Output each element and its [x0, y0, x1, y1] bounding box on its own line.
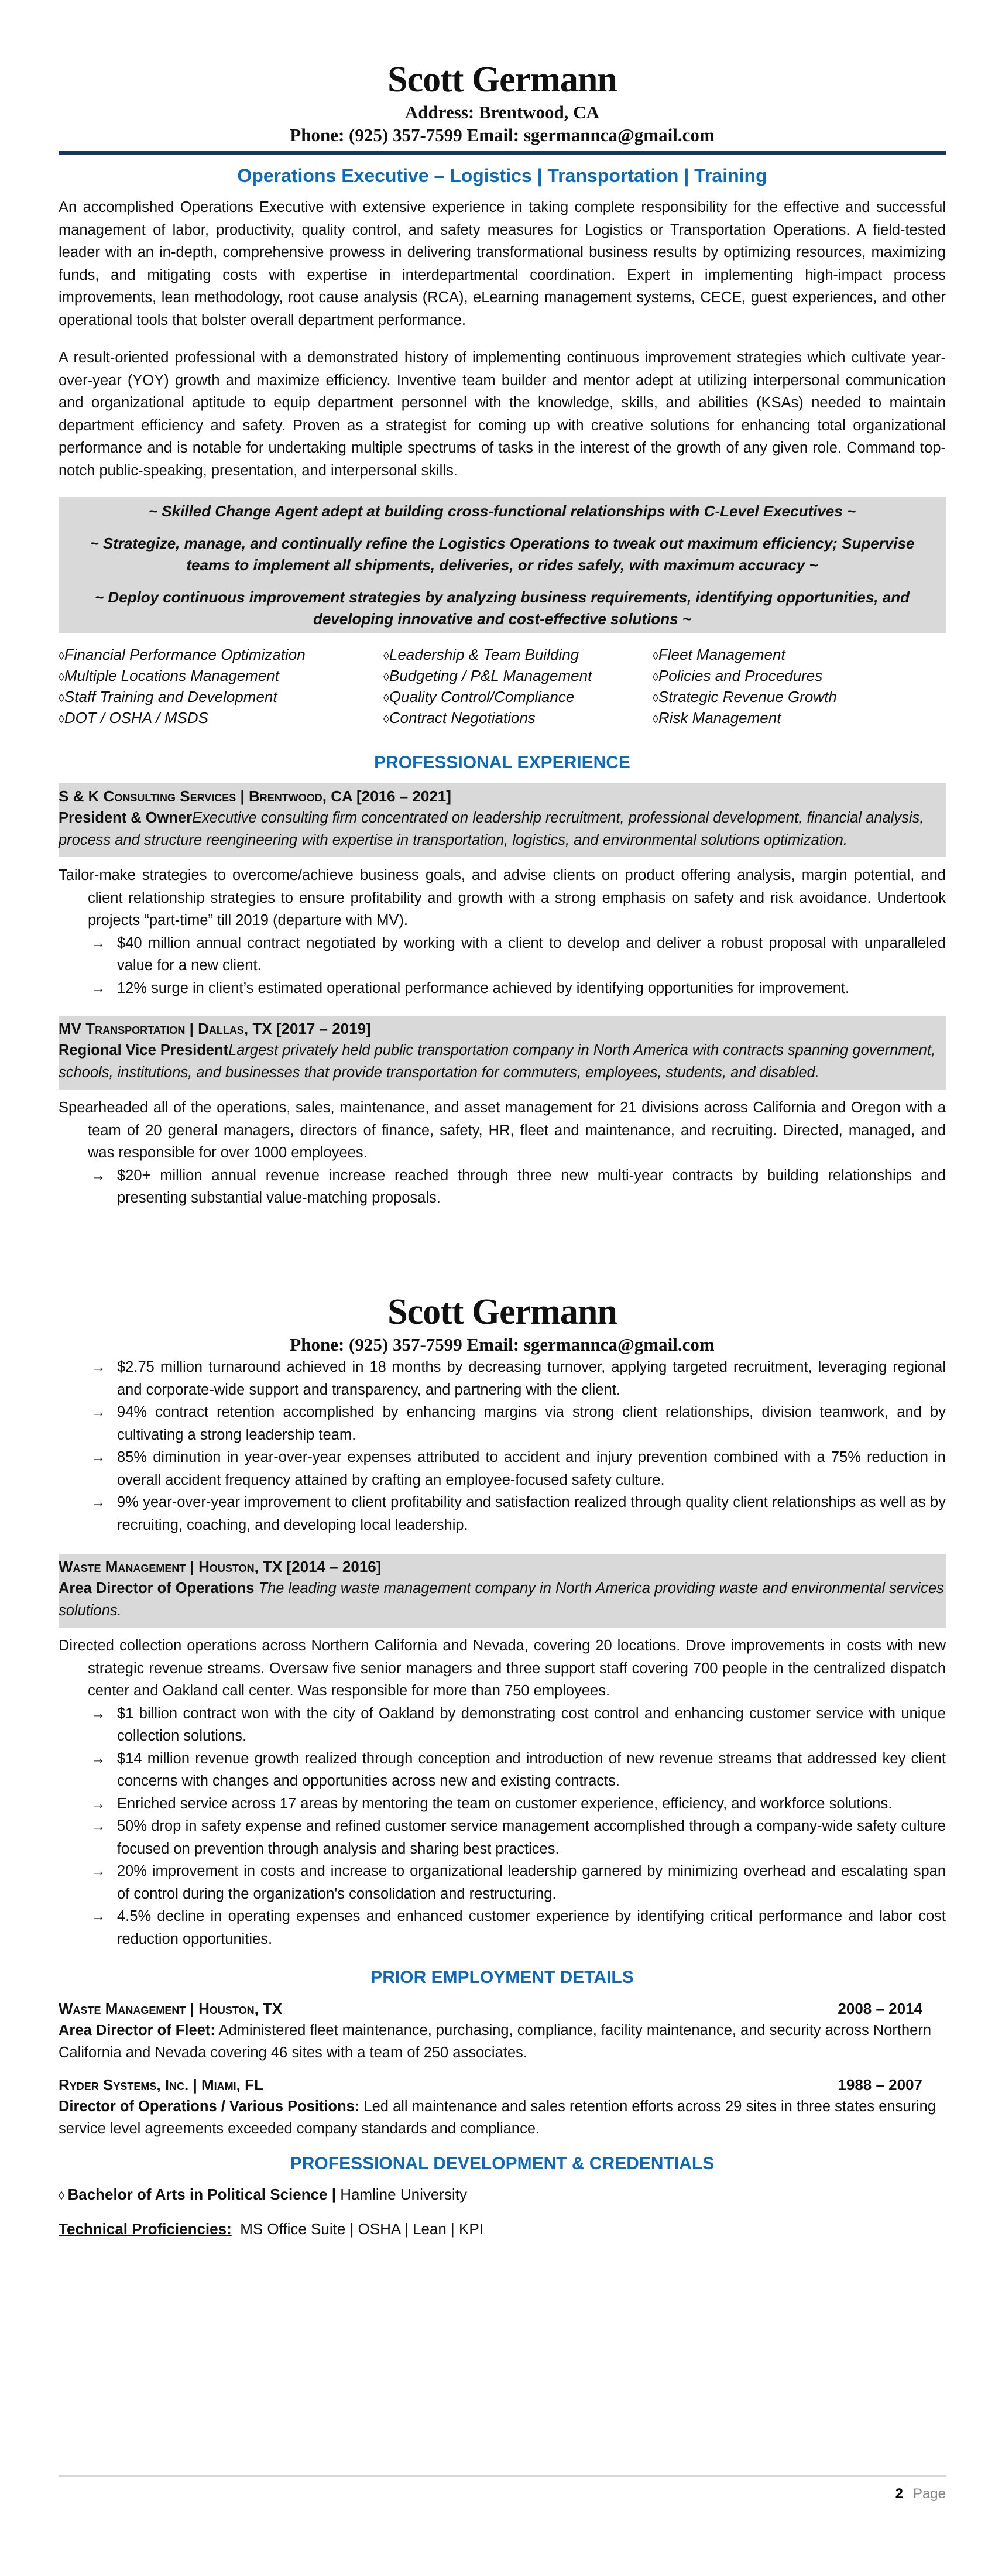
competency: ◊ Staff Training and Development	[59, 687, 383, 708]
diamond-bullet-icon: ◊	[59, 2190, 68, 2202]
headline: Operations Executive – Logistics | Transportation | Training	[237, 165, 767, 186]
company: Waste Management | Houston, TX [2014 – 2016]	[59, 1558, 382, 1575]
achievement-list	[59, 1356, 946, 1536]
company: Ryder Systems, Inc. | Miami, FL	[59, 2076, 263, 2094]
competencies-grid	[59, 645, 946, 729]
competency: ◊ DOT / OSHA / MSDS	[59, 708, 383, 729]
school: Hamline University	[336, 2186, 467, 2203]
prior-job-header	[59, 2074, 946, 2095]
job-title: Area Director of Operations	[59, 1580, 255, 1597]
achievement: → $40 million annual contract negotiated by working with a client to develop and deliver a robust proposal with unparalleled value for a new client.	[117, 932, 946, 977]
company: S & K Consulting Services | Brentwood, CA [2016 – 2021]	[59, 787, 451, 805]
highlight: ~ Deploy continuous improvement strategies by analyzing business requirements, identifying opportunities, and developing innovative and cost-effective solutions ~	[95, 588, 910, 628]
resume-page-1	[59, 59, 946, 1210]
achievement: → $20+ million annual revenue increase reached through three new multi-year contracts by building relationships and presenting substantial value-matching proposals.	[117, 1164, 946, 1210]
section-heading-prior: PRIOR EMPLOYMENT DETAILS	[370, 1968, 634, 1987]
company: MV Transportation | Dallas, TX [2017 – 2019]	[59, 1020, 371, 1037]
prior-job-description	[59, 2095, 946, 2140]
achievement: → $2.75 million turnaround achieved in 18 months by decreasing turnover, applying targeted recruitment, leveraging regional and corporate-wide support and transparency, and partnering with the client.	[117, 1356, 946, 1401]
summary-paragraph: A result-oriented professional with a demonstrated history of implementing continuous improvement strategies which cultivate year-over-year (YOY) growth and maximize efficiency. Inventive team builder and mentor adept at utilizing interpersonal communication and organizational aptitude to equip department personnel with the knowledge, skills, and abilities (KSAs) needed to maintain department efficiency and safety. Proven as a strategist for coming up with creative solutions for enhancing total organizational performance and is notable for undertaking multiple spectrums of tasks in the interest of the growth of any given role. Command top-notch public-speaking, presentation, and interpersonal skills.	[59, 350, 946, 479]
highlight: ~ Strategize, manage, and continually refine the Logistics Operations to tweak out maximum efficiency; Supervise teams to implement all shipments, deliveries, or rides safely, with maximum accuracy ~	[90, 535, 915, 574]
achievement: → 9% year-over-year improvement to client profitability and satisfaction realized through quality client relationships as well as by recruiting, coaching, and developing local leadership.	[117, 1491, 946, 1536]
achievement: → Enriched service across 17 areas by mentoring the team on customer experience, efficiency, and workforce solutions.	[117, 1793, 946, 1815]
job-header	[59, 783, 946, 857]
achievement-list	[59, 932, 946, 1000]
competency: ◊ Contract Negotiations	[383, 708, 653, 729]
prior-job-description	[59, 2019, 946, 2064]
job-header	[59, 1554, 946, 1628]
technical-proficiencies	[59, 2220, 946, 2238]
description: Led all maintenance and sales retention efforts across 29 sites in three states ensuring service level agreements exceeded company standards and compliance.	[59, 2098, 936, 2137]
degree: Bachelor of Arts in Political Science |	[67, 2186, 337, 2203]
achievement: → 94% contract retention accomplished by enhancing margins via strong client relationships, division teamwork, and by cultivating a strong leadership team.	[117, 1401, 946, 1446]
education	[59, 2186, 946, 2204]
resume-page-2	[59, 1291, 946, 2238]
competency: ◊ Leadership & Team Building	[383, 645, 653, 666]
page-label: Page	[912, 2486, 946, 2502]
page-number: 2	[895, 2486, 903, 2502]
achievement: → 12% surge in client’s estimated operational performance achieved by identifying opportunities for improvement.	[117, 977, 946, 1000]
job-title: President & Owner	[59, 810, 193, 826]
achievement: → $1 billion contract won with the city of Oakland by demonstrating cost control and enhancing customer service with unique collection solutions.	[117, 1703, 946, 1748]
company-description: Largest privately held public transportation company in North America with contracts spanning government, schools, institutions, and businesses that provide transportation for commuters, employees, students, and disabled.	[59, 1042, 936, 1081]
achievement: → 85% diminution in year-over-year expenses attributed to accident and injury prevention combined with a 75% reduction in overall accident frequency attained by crafting an employee-focused safety culture.	[117, 1446, 946, 1491]
section-heading-credentials: PROFESSIONAL DEVELOPMENT & CREDENTIALS	[290, 2154, 715, 2173]
job-title: Area Director of Fleet:	[59, 2022, 215, 2039]
job-title: Regional Vice President	[59, 1042, 229, 1059]
competency: ◊ Policies and Procedures	[653, 666, 946, 687]
contact-info: Phone: (925) 357-7599 Email: sgermannca@gmail.com	[290, 1334, 715, 1355]
competency: ◊ Risk Management	[653, 708, 946, 729]
competency: ◊ Quality Control/Compliance	[383, 687, 653, 708]
summary-paragraph: An accomplished Operations Executive with extensive experience in taking complete responsibility for the effective and successful management of labor, productivity, quality control, and safety measures for Logistics or Transportation Operations. A field-tested leader with an in-depth, comprehensive prowess in delivering transformational business results by optimizing resources, maximizing funds, and mitigating costs with expertise in interdepartmental coordination. Expert in implementing high-impact process improvements, lean methodology, root cause analysis (RCA), eLearning management systems, CECE, guest experiences, and other operational tools that bolster overall department performance.	[59, 199, 946, 328]
competency: ◊ Strategic Revenue Growth	[653, 687, 946, 708]
competency: ◊ Fleet Management	[653, 645, 946, 666]
company: Waste Management | Houston, TX	[59, 2000, 283, 2017]
section-heading-experience: PROFESSIONAL EXPERIENCE	[374, 753, 630, 772]
dates: 1988 – 2007	[838, 2076, 922, 2094]
achievement-list	[59, 1164, 946, 1210]
description: Administered fleet maintenance, purchasing, compliance, facility maintenance, and security across Northern California and Nevada covering 46 sites with a team of 250 associates.	[59, 2022, 932, 2061]
job-duty: Directed collection operations across Northern California and Nevada, covering 20 locations. Drove improvements in costs with new strategic revenue streams. Oversaw five senior managers and three support staff covering 700 people in the centralized dispatch center and Oakland call center. Was responsible for more than 750 employees.	[59, 1638, 946, 1699]
company-description: Executive consulting firm concentrated on leadership recruitment, professional development, financial analysis, process and structure reengineering with expertise in transportation, logistics, and environmental solutions optimization.	[59, 810, 924, 848]
footer-divider	[59, 2475, 946, 2477]
achievement: → 50% drop in safety expense and refined customer service management accomplished through a company-wide safety culture focused on prevention through analysis and sharing best practices.	[117, 1815, 946, 1860]
dates: 2008 – 2014	[838, 2000, 922, 2017]
address: Address: Brentwood, CA	[404, 102, 600, 122]
job-role	[59, 807, 946, 851]
job-duty: Tailor-make strategies to overcome/achieve business goals, and advise clients on product offering analysis, margin potential, and client relationship strategies to ensure profitability and growth with a strong emphasis on safety and risk avoidance. Undertook projects “part-time” till 2019 (departure with MV).	[59, 867, 946, 929]
page-footer	[896, 2485, 946, 2502]
job-role	[59, 1039, 946, 1084]
header-divider	[59, 151, 946, 155]
competency: ◊ Financial Performance Optimization	[59, 645, 383, 666]
job-duty: Spearheaded all of the operations, sales, maintenance, and asset management for 21 divisions across California and Oregon with a team of 20 general managers, directors of finance, safety, HR, fleet and maintenance, and recruiting. Directed, managed, and was responsible for over 1000 employees.	[59, 1099, 946, 1161]
highlight: ~ Skilled Change Agent adept at building cross-functional relationships with C-Level Executives ~	[148, 502, 856, 520]
achievement-list	[59, 1703, 946, 1951]
achievement: → 20% improvement in costs and increase to organizational leadership garnered by minimizing overhead and escalating span of control during the organization's consolidation and restructuring.	[117, 1860, 946, 1905]
tech-value: MS Office Suite | OSHA | Lean | KPI	[231, 2220, 483, 2238]
candidate-name: Scott Germann	[387, 60, 617, 100]
company-description: The leading waste management company in North America providing waste and environmental services solutions.	[59, 1580, 944, 1619]
job-role	[59, 1577, 946, 1622]
job-header	[59, 1016, 946, 1090]
tech-label: Technical Proficiencies:	[59, 2220, 232, 2238]
job-title: Director of Operations / Various Positions:	[59, 2098, 360, 2115]
achievement: → $14 million revenue growth realized through conception and introduction of new revenue streams that addressed key client concerns with changes and opportunities across new and existing contracts.	[117, 1748, 946, 1793]
candidate-name: Scott Germann	[387, 1292, 617, 1332]
competency: ◊ Multiple Locations Management	[59, 666, 383, 687]
achievement: → 4.5% decline in operating expenses and enhanced customer experience by identifying critical performance and labor cost reduction opportunities.	[117, 1905, 946, 1950]
contact-info: Phone: (925) 357-7599 Email: sgermannca@gmail.com	[290, 125, 715, 145]
highlights-box	[59, 497, 946, 633]
prior-job-header	[59, 1998, 946, 2019]
competency: ◊ Budgeting / P&L Management	[383, 666, 653, 687]
